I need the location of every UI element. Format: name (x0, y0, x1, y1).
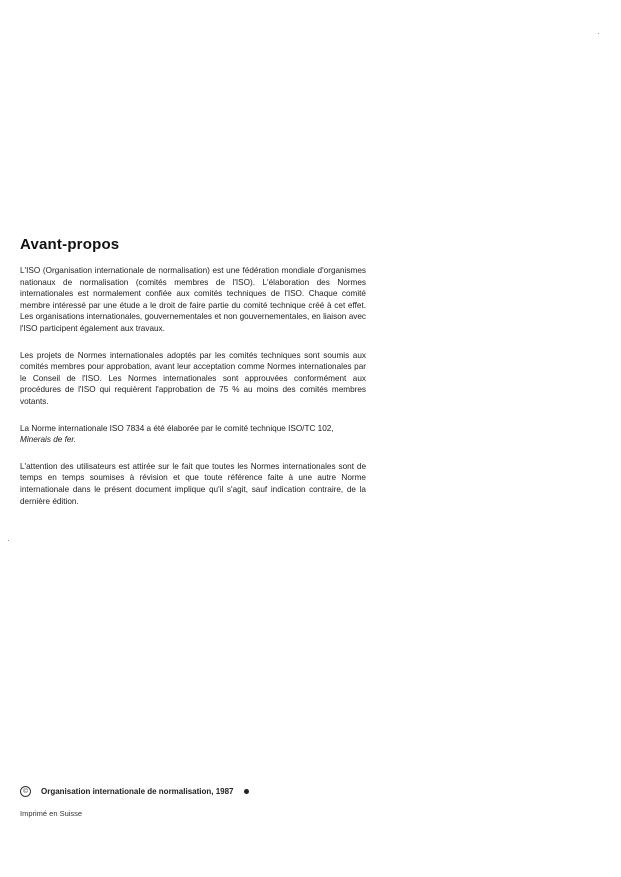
committee-title: Minerais de fer. (20, 435, 77, 445)
page-footer (20, 786, 420, 818)
scan-speck (598, 33, 599, 34)
bullet-icon (244, 789, 249, 794)
page-title: Avant-propos (20, 236, 120, 253)
paragraph-revision-notice: L'attention des utilisateurs est attirée sur le fait que toutes les Normes internationales sont de temps en temps soumises à révision et que toute référence faite à une autre Norme internationale dans le présent document implique qu'il s'agit, sauf indication contraire, de la dernière édition. (20, 461, 366, 506)
scan-speck (8, 540, 9, 541)
paragraph-approval-process: Les projets de Normes internationales adoptés par les comités techniques sont soumis aux comités membres pour approbation, avant leur acceptation comme Normes internationales par le Conseil de l'ISO. Les Normes internationales sont approuvées conformément aux procédures de l'ISO qui requièrent l'approbation de 75 % au moins des comités membres votants. (20, 350, 366, 406)
foreword-section (20, 236, 366, 522)
printed-in-label: Imprimé en Suisse (20, 809, 83, 818)
copyright-text: Organisation internationale de normalisation, 1987 (41, 787, 234, 796)
copyright-line (20, 786, 420, 797)
paragraph-standard-origin (20, 423, 366, 446)
paragraph-iso-description: L'ISO (Organisation internationale de normalisation) est une fédération mondiale d'organismes nationaux de normalisation (comités membres de l'ISO). L'élaboration des Normes internationales est normalement confiée aux comités techniques de l'ISO. Chaque comité membre intéressé par une étude a le droit de faire partie du comité technique créé à cet effet. Les organisations internationales, gouvernementales et non gouvernementales, en liaison avec l'ISO participent également aux travaux. (20, 266, 366, 333)
copyright-icon: © (20, 786, 31, 797)
standard-origin-text: La Norme internationale ISO 7834 a été élaborée par le comité technique ISO/TC 102, (20, 423, 334, 433)
